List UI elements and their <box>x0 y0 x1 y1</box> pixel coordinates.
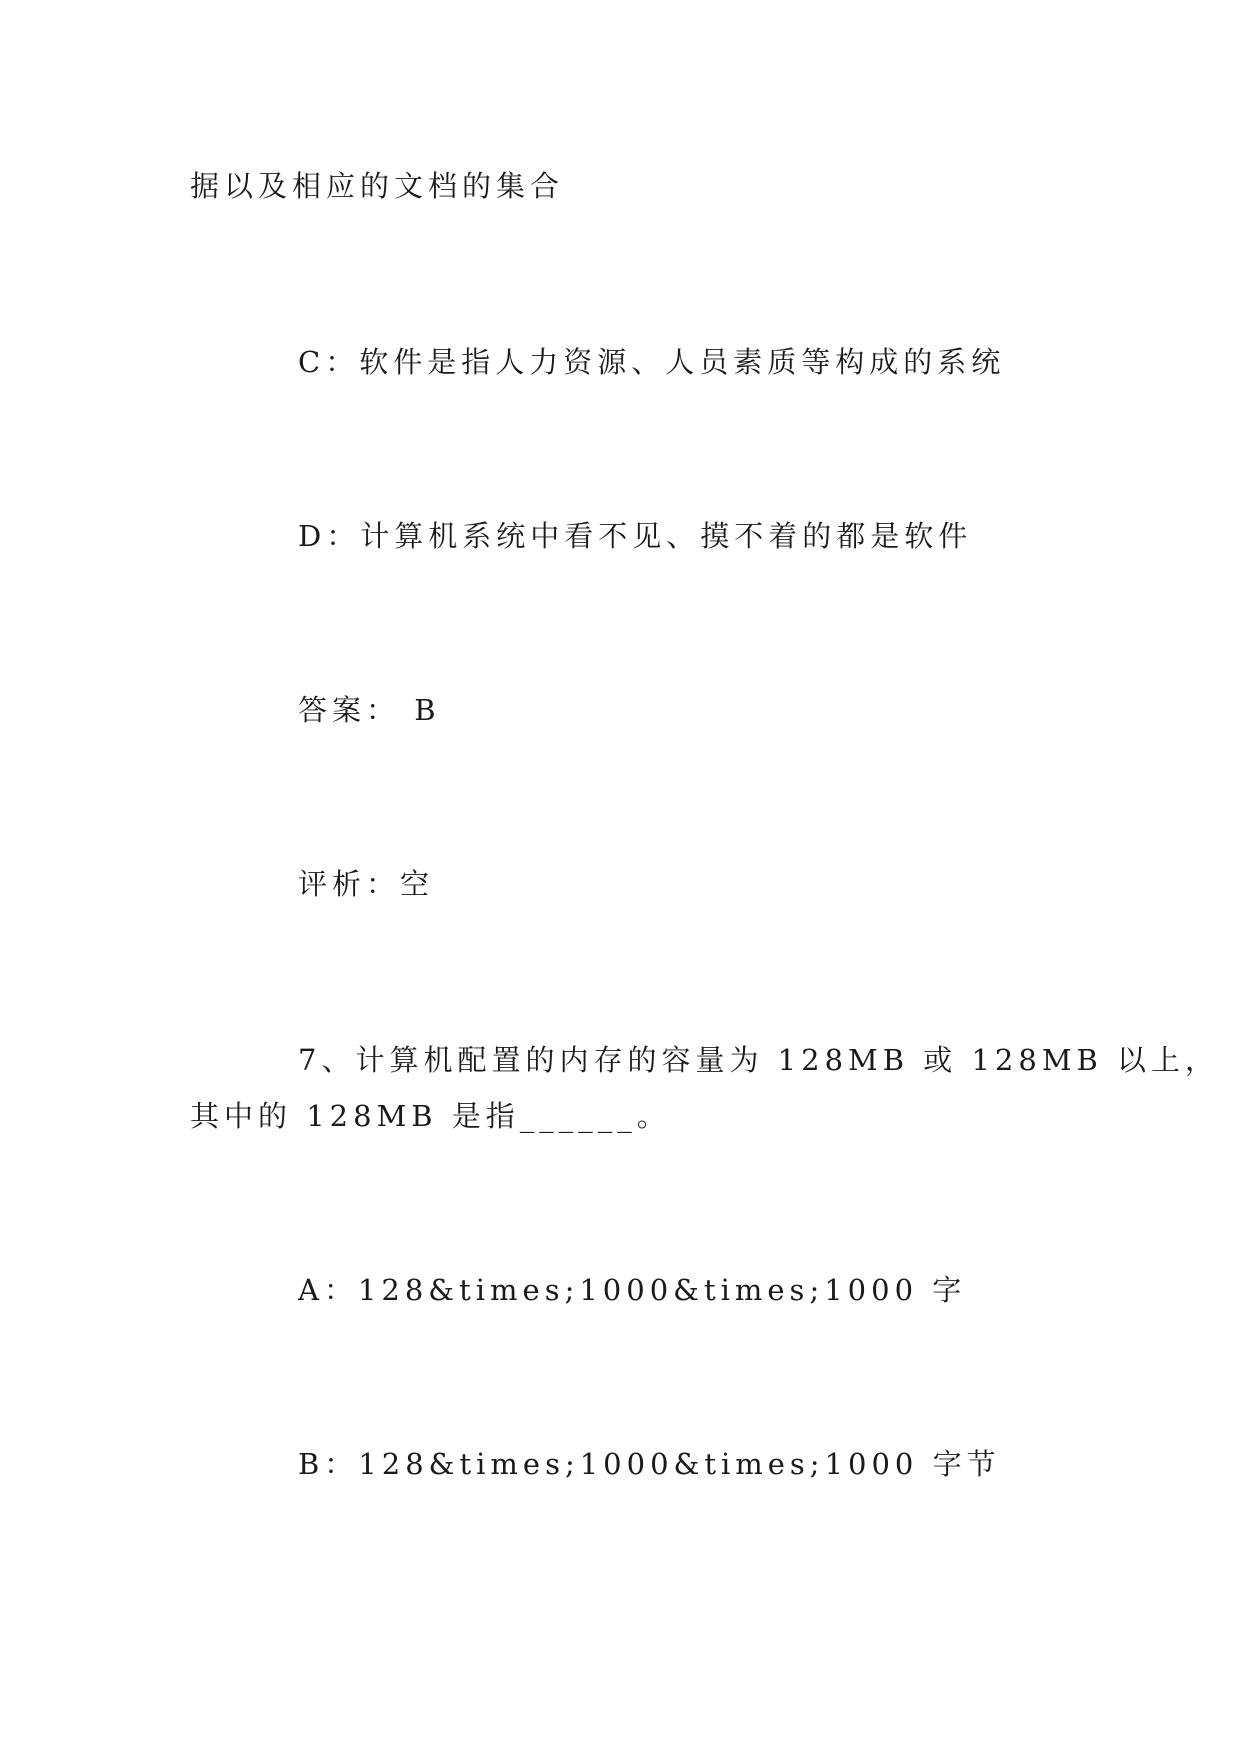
q6-option-c: C：软件是指人力资源、人员素质等构成的系统 <box>298 345 1006 379</box>
q7-stem-line2: 其中的 128MB 是指______。 <box>190 1099 671 1133</box>
q6-analysis: 评析：空 <box>298 867 435 901</box>
q7-option-b: B：128&times;1000&times;1000 字节 <box>298 1447 1001 1481</box>
q7-stem-line1: 7、计算机配置的内存的容量为 128MB 或 128MB 以上， <box>298 1043 1220 1077</box>
q7-option-a: A：128&times;1000&times;1000 字 <box>298 1273 967 1307</box>
q6-answer: 答案： B <box>298 693 441 727</box>
continuation-line: 据以及相应的文档的集合 <box>190 169 565 203</box>
q6-option-d: D：计算机系统中看不见、摸不着的都是软件 <box>298 519 973 553</box>
